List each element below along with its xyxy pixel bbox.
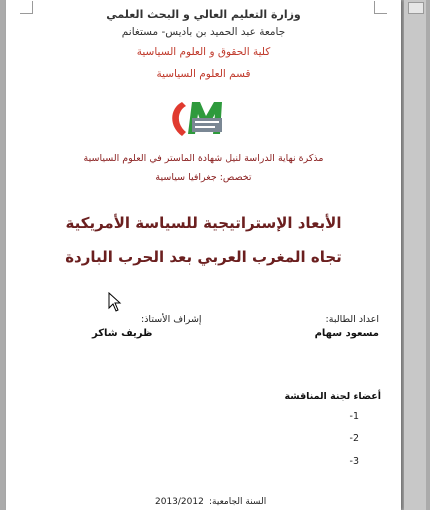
document-page [6,0,401,510]
supervisor-label: إشراف الأستاذ: [141,314,202,325]
thesis-title-line-2: تجاه المغرب العربي بعد الحرب الباردة [65,248,342,266]
committee-item: -1 [349,411,359,422]
faculty-heading: كلية الحقوق و العلوم السياسية [136,46,271,58]
specialization: تخصص: جغرافيا سياسية [155,172,252,183]
vertical-scrollbar[interactable] [404,0,426,510]
committee-item: -2 [349,433,359,444]
ministry-heading: وزارة التعليم العالي و البحث العلمي [106,8,301,21]
student-name: مسعود سهام [314,328,379,339]
department-heading: قسم العلوم السياسية [156,68,251,80]
university-logo-icon [168,96,248,142]
thesis-title-line-1: الأبعاد الإستراتيجية للسياسة الأمريكية [65,214,342,232]
mouse-cursor-icon [108,292,122,312]
scrollbar-thumb[interactable] [408,2,424,14]
university-heading: جامعة عبد الحميد بن باديس- مستغانم [121,26,286,38]
academic-year-value: 2013/2012 [155,497,204,507]
supervisor-name: ظريف شاكر [92,328,153,339]
academic-year-label: السنة الجامعية: [209,497,267,507]
committee-heading: أعضاء لجنة المناقشة [284,391,381,402]
prepared-by-label: اعداد الطالبة: [325,314,379,325]
committee-item: -3 [349,456,359,467]
memo-description: مذكرة نهاية الدراسة لنيل شهادة الماستر في العلوم السياسية [83,153,324,164]
